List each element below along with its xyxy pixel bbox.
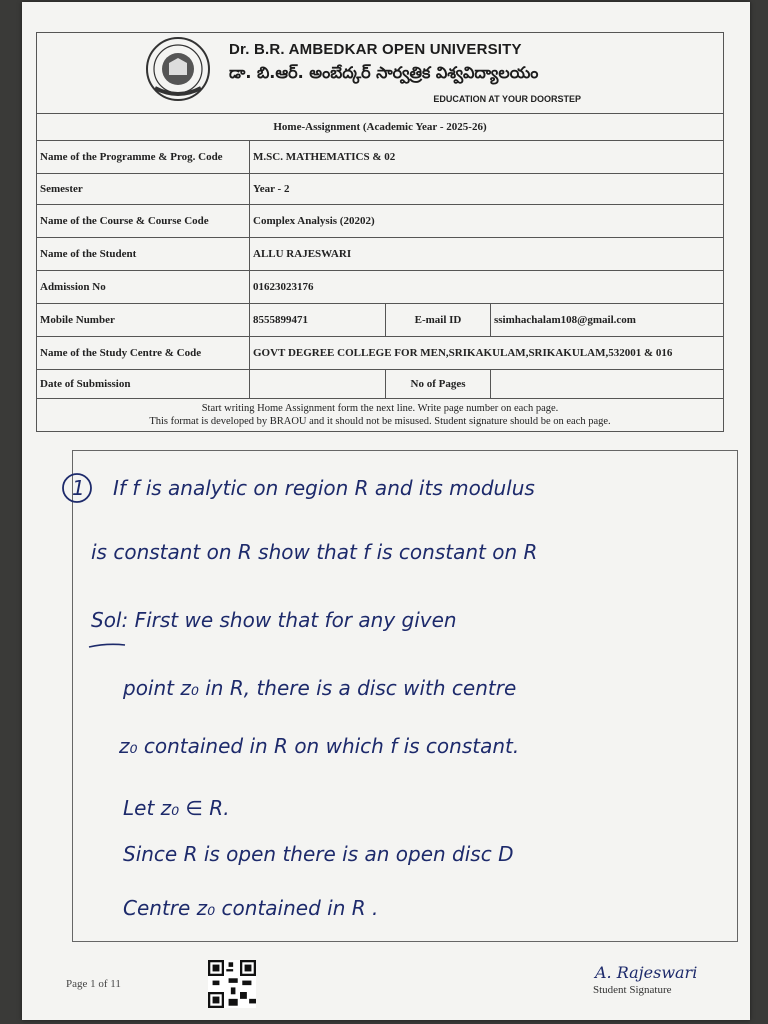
centre-value: GOVT DEGREE COLLEGE FOR MEN,SRIKAKULAM,SRIKAKULAM,532001 & 016 — [253, 347, 673, 359]
mobile-value: 8555899471 — [250, 304, 386, 336]
instruction-line-1: Start writing Home Assignment form the next line. Write page number on each page. — [201, 403, 559, 414]
answer-line-8: Centre z₀ contained in R . — [123, 896, 379, 920]
form-title: Home-Assignment (Academic Year - 2025-26) — [37, 114, 723, 141]
answer-line-1: If f is analytic on region R and its modulus — [113, 476, 535, 500]
mobile-label: Mobile Number — [37, 304, 250, 336]
mobile-row — [37, 304, 723, 337]
instruction-line-2: This format is developed by BRAOU and it should not be misused. Student signature should be on each page. — [149, 416, 611, 427]
page-number: Page 1 of 11 — [66, 978, 121, 990]
centre-label: Name of the Study Centre & Code — [37, 337, 250, 369]
handwritten-answer-area — [72, 450, 738, 942]
submission-row — [37, 370, 723, 399]
pages-value — [491, 370, 723, 398]
course-label: Name of the Course & Course Code — [37, 205, 250, 237]
form-instructions — [37, 399, 723, 431]
semester-value: Year - 2 — [253, 183, 290, 195]
student-label: Name of the Student — [37, 238, 250, 270]
university-name: Dr. B.R. AMBEDKAR OPEN UNIVERSITY — [229, 41, 522, 58]
pages-label: No of Pages — [386, 370, 491, 398]
university-seal-icon — [145, 36, 211, 102]
course-row — [37, 205, 723, 238]
qr-code-icon — [208, 960, 256, 1008]
university-header — [37, 33, 723, 114]
answer-line-4: point z₀ in R, there is a disc with centre — [123, 676, 517, 700]
answer-line-5: z₀ contained in R on which f is constant. — [119, 734, 520, 758]
student-value: ALLU RAJESWARI — [253, 248, 352, 260]
submission-value — [250, 370, 386, 398]
answer-line-2: is constant on R show that f is constant on R — [91, 540, 538, 564]
centre-row — [37, 337, 723, 370]
cover-form — [36, 32, 724, 432]
course-value: Complex Analysis (20202) — [253, 215, 375, 227]
email-label: E-mail ID — [386, 304, 491, 336]
semester-label: Semester — [37, 174, 250, 204]
student-signature-label: Student Signature — [593, 984, 672, 996]
submission-label: Date of Submission — [37, 370, 250, 398]
email-value: ssimhachalam108@gmail.com — [494, 314, 636, 326]
admission-value: 01623023176 — [253, 281, 314, 293]
sol-underline — [89, 644, 125, 647]
question-number: 1 — [72, 476, 85, 500]
student-row — [37, 238, 723, 271]
answer-line-7: Since R is open there is an open disc D — [123, 842, 514, 866]
assignment-page — [22, 2, 750, 1020]
programme-label: Name of the Programme & Prog. Code — [37, 141, 250, 173]
programme-row — [37, 141, 723, 174]
admission-row — [37, 271, 723, 304]
programme-value: M.SC. MATHEMATICS & 02 — [253, 151, 396, 163]
admission-label: Admission No — [37, 271, 250, 303]
answer-line-6: Let z₀ ∈ R. — [123, 796, 230, 820]
svg-text:A. Rajeswari: A. Rajeswari — [595, 963, 698, 982]
university-name-telugu: డా. బి.ఆర్. అంబేద్కర్ సార్వత్రిక విశ్వవిద్యాలయం — [229, 63, 539, 82]
handwriting-text — [73, 451, 737, 941]
student-signature — [587, 954, 727, 1004]
university-motto: EDUCATION AT YOUR DOORSTEP — [433, 94, 581, 104]
answer-line-3: Sol: First we show that for any given — [91, 608, 457, 632]
semester-row — [37, 174, 723, 205]
